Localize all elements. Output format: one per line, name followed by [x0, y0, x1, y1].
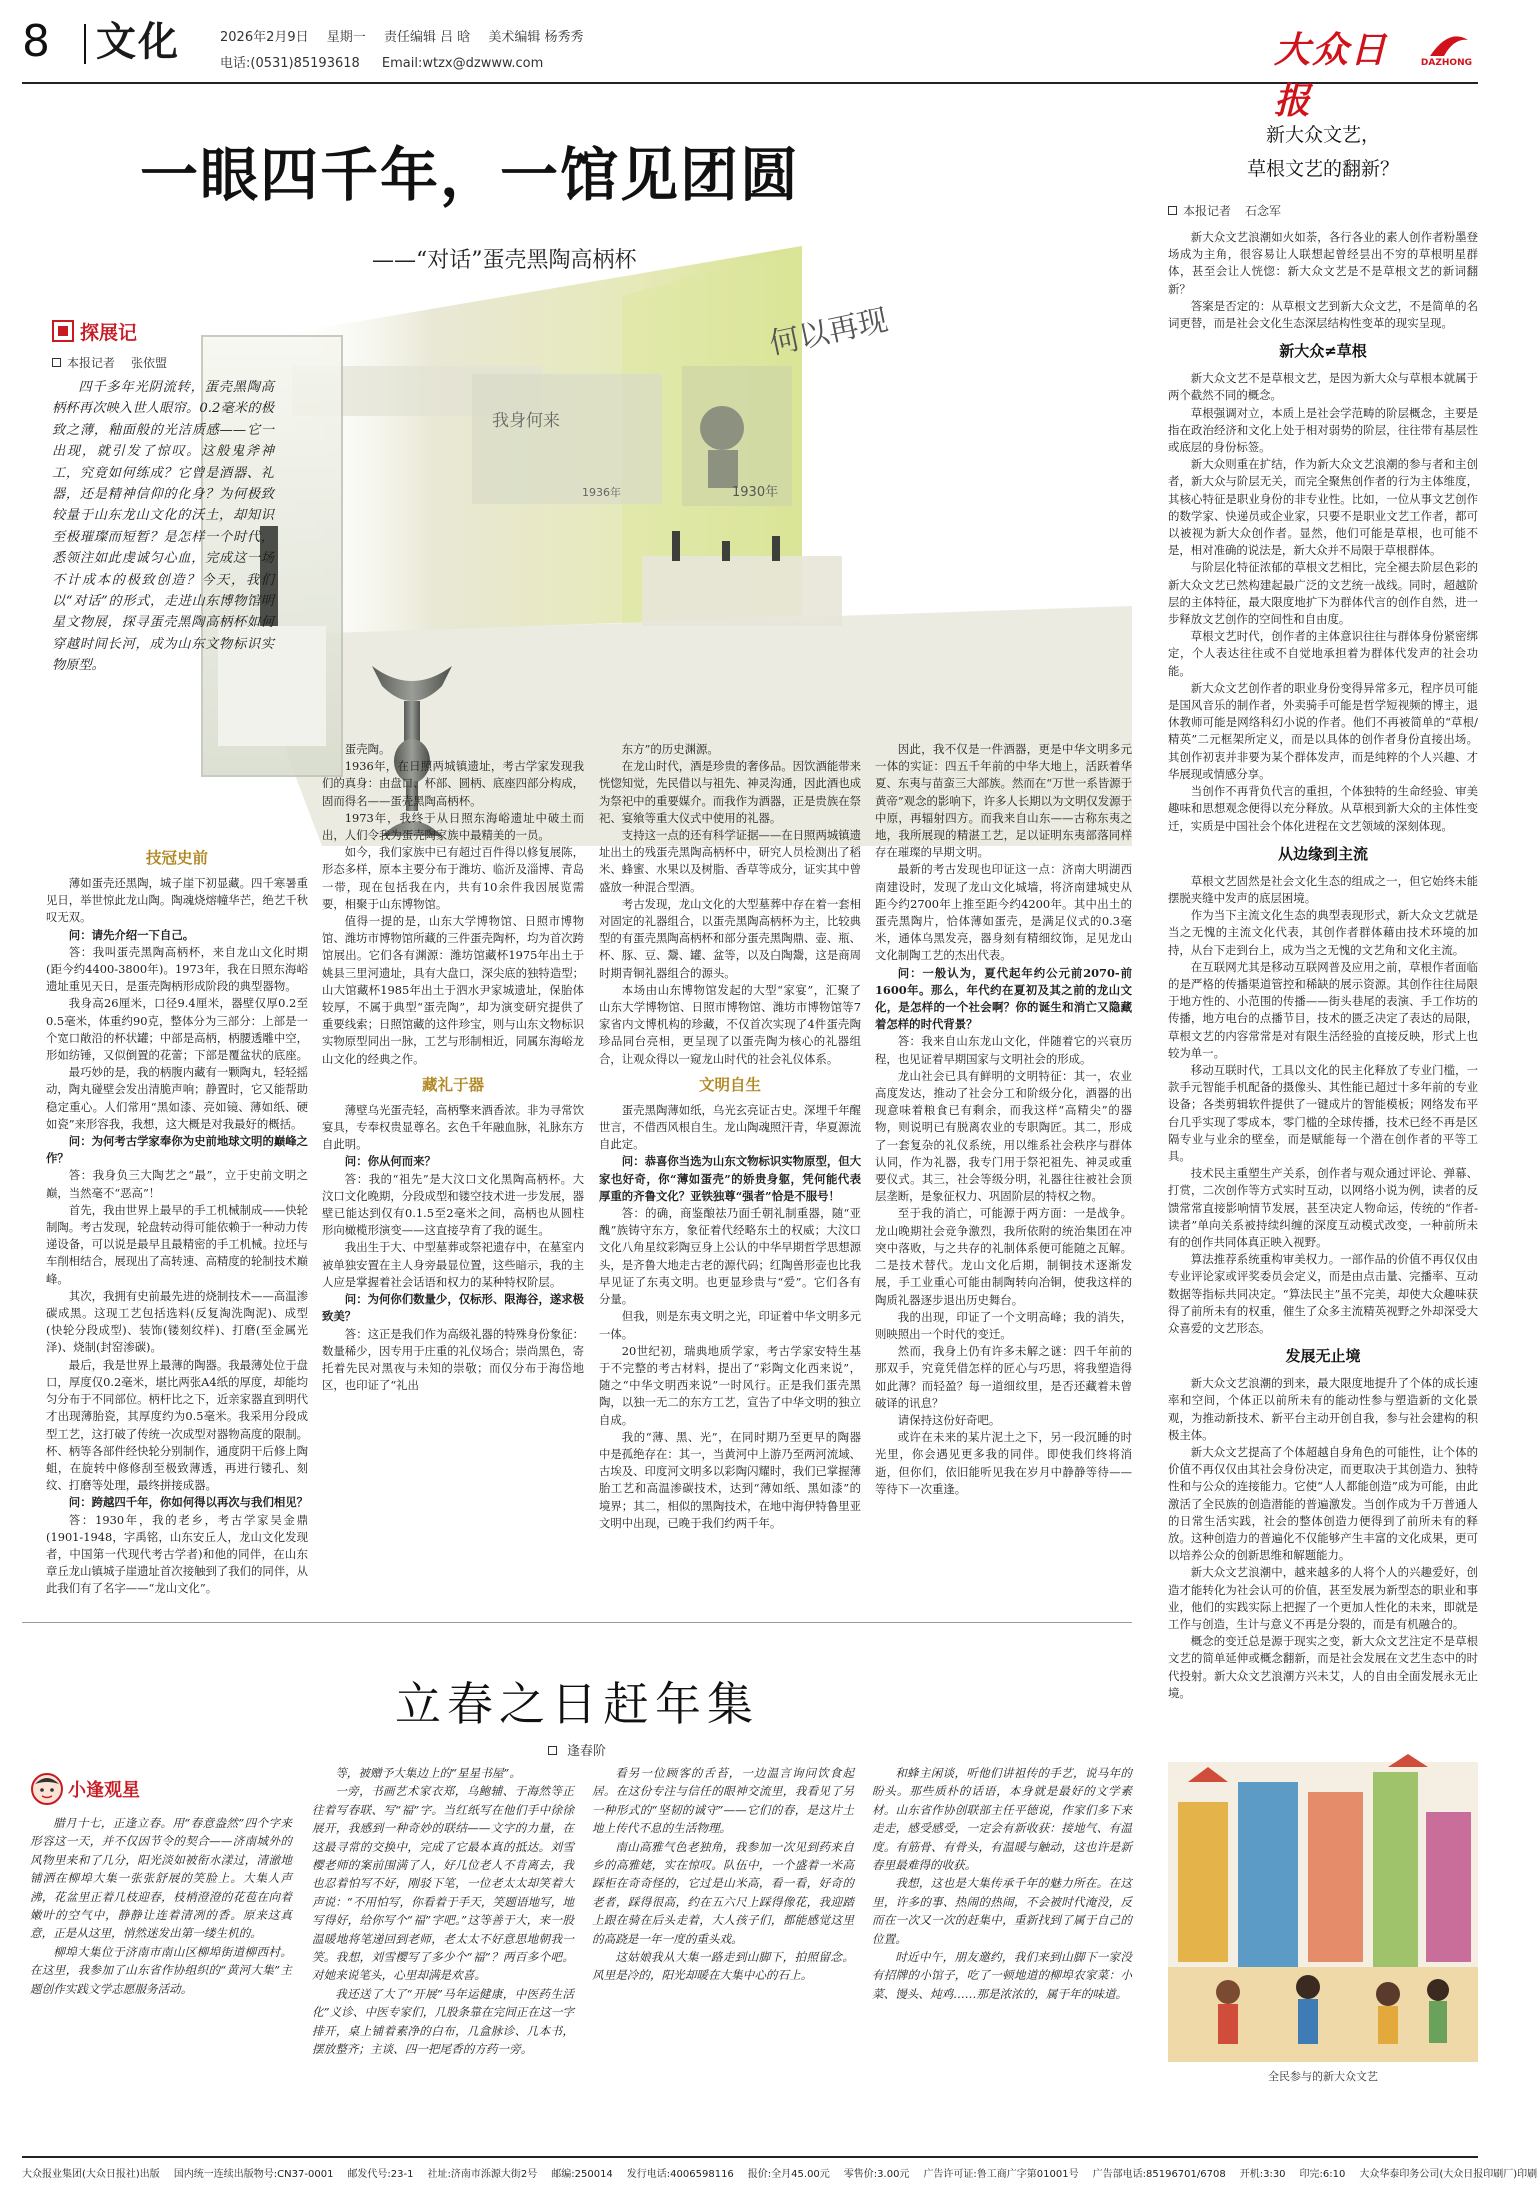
- column-1-body: [46, 875, 308, 1598]
- contact-email: Email:wtzx@dzwww.com: [381, 56, 544, 71]
- article-subhead: ——“对话”蛋壳黑陶高柄杯: [372, 248, 637, 273]
- second-article: [22, 1622, 1132, 2084]
- issue-date: 2026年2月9日: [220, 30, 309, 45]
- article-paragraph: 1936年，在日照两城镇遗址，考古学家发现我们的真身：由盘口、杯部、圆柄、底座四部分构成，固而得名——蛋壳黑陶高柄杯。: [322, 759, 584, 808]
- right-article-paragraph: 草根文艺固然是社会文化生态的组成之一，但它始终未能摆脱夹缝中发声的底层困境。: [1168, 873, 1478, 905]
- article-paragraph: 最后，我是世界上最薄的陶器。我最薄处位于盘口，厚度仅0.2毫米，堪比两张A4纸的厚度，却能均匀分布于不同部位。柄杆比之下，近亲家器直到明代才出现薄胎瓷，其厚度约为0.5毫米。我采用分段成型工艺，这打破了传统一次成型对器物高度的限制。杯、柄等各部件经快轮分别制作，通度阴干后修上陶蛆，在旋转中修修刮至极致薄透，再进行镂孔、刻纹、打磨等处理，最终拼接成器。: [46, 1357, 309, 1493]
- second-article-paragraph: 时近中午，朋友邀约，我们来到山脚下一家没有招牌的小馆子，吃了一顿地道的柳埠农家菜：小菜、馒头、炖鸡……那是浓浓的，属于年的味道。: [872, 1950, 1132, 2001]
- right-article-paragraph: 当创作不再背负代言的重担，个体独特的生命经验、审美趣味和思想观念便得以充分释放。从草根到新大众的主体性变迁，实质是中国社会个体化进程在文艺领域的深刻体现。: [1168, 784, 1478, 833]
- column-3-body: [599, 741, 861, 1532]
- article-paragraph: 答：1930年，我的老乡，考古学家吴金鼎(1901-1948，字禹铭，山东安丘人，龙山文化发现者，中国第一代现代考古学者)和他的同伴，在山东章丘龙山镇城子崖遗址首次接触到了我们的同伴，从此我们有了名字——“龙山文化”。: [46, 1512, 308, 1596]
- right-article-paragraph: 移动互联时代，工具以文化的民主化释放了专业门槛，一款手元智能手机配备的摄像头、其性能已超过十多年前的专业设备；各类剪辑软件提供了一键成片的智能模板；网络发布平台几乎实现了零成本，零门槛的全球传播，技术已经不再是区隔专业与业余的壁垒，而是赋能每一个潜在创作者的平等工具。: [1168, 1062, 1478, 1163]
- article-column-3: [599, 741, 861, 1581]
- right-article-paragraph: 新大众文艺浪潮的到来，最大限度地提升了个体的成长速率和空间，个体正以前所未有的能动性参与塑造新的文化景观，为推动新技术、新平台主动开创自我，参与社会建构的积极主体。: [1168, 1376, 1478, 1442]
- main-article: [22, 96, 1132, 1596]
- exhibit-sign-text: 何以再现: [766, 302, 892, 362]
- right-article-body: [1168, 229, 1478, 1765]
- footer-item: 开机:3:30: [1239, 2169, 1286, 2180]
- right-byline-author: 石念军: [1245, 204, 1282, 218]
- article-column-4: [875, 741, 1132, 1581]
- second-article-column-2: [312, 1764, 574, 2082]
- right-article-paragraph: 概念的变迁总是源于现实之变，新大众文艺注定不是草根文艺的简单延伸或概念翻新，而是社会发展在文艺生态中的时代投射。新大众文艺浪潮方兴未艾，人的自由全面发展永无止境。: [1168, 1634, 1478, 1700]
- logo-text: 大众日报: [1274, 29, 1389, 122]
- article-paragraph: 薄壁乌光蛋壳轻，高柄擎来酒香浓。非为寻常饮宴具，专奉权贵显尊名。玄色千年融血脉，礼脉东方自此明。: [322, 1102, 585, 1152]
- right-article-paragraph: 新大众则重在扩结，作为新大众文艺浪潮的参与者和主创者，新大众与阶层无关，而完全聚焦创作者的行为主体维度，其核心特征是职业身份的非专业性。比如，一位从事文艺创作的数学家、快递员或企业家，只要不是职业文艺工作者，都可以被视为新大众创作者。显然，他们可能是草根，也可能不是，相对准确的说法是，新大众并不局限于草根群体。: [1168, 457, 1478, 558]
- second-article-paragraph: 我还送了大了“开展”马年运健康，中医药生活化”义诊、中医专家们，几股条靠在完间正在这一字排开，桌上铺着素净的白布，几盒脉诊、几本书，摆放整齐；主谈、四一把尾香的方药一旁。: [312, 1986, 574, 2057]
- second-article-paragraph: 南山高雅气色老独角，我参加一次见到药来自乡的高雅姥，实在惊叹。队伍中，一个盛着一米高踩柜在奇奇怪的，它过是山米高，看一看，好奇的老者，踩得很高，约在五六尺上踩得像花，我迎踏上跟在骑在后头走着，大人孩子们，都能感觉这里的高跷是一年一度的重头戏。: [592, 1839, 854, 1946]
- illustration-caption: 全民参与的新大众文艺: [1268, 2070, 1378, 2083]
- column-tag: [52, 318, 145, 344]
- second-article-paragraph: 和蜂主闲谈，听他们讲祖传的手艺，说马年的盼头。那些质朴的话语，本身就是最好的文学素材。山东省作协创联部主任平德说，作家们多下来走走，感受感受，一定会有新收获：接地气、有温度。有筋骨、有骨头，有温暖与触动，这也许是新春里最难得的收获。: [872, 1766, 1132, 1873]
- second-article-paragraph: 一旁，书画艺术家衣郑，乌鲍辅、于海然等正往着写春联、写“福”字。当红纸写在他们手中徐徐展开，我感到一种奇妙的联结——文字的力量，在这最寻常的交换中，完成了它最本真的抵达。刘雪樱老师的案前围满了人，好几位老人不肯离去，我也忍着怕写不好，刚驳下笔，一位老太太却笑着大声说：“不用怕写，你看着于手天，笑题语地写，地写得好，给你写个“福”字吧。”这等善于大，来一股温暖地将笔递回到老师，老太太不好意思地朝我一笑。我想，刘雪樱写了多少个“福”？两百多个吧。对她来说笔头，心里却满是欢喜。: [312, 1784, 574, 1983]
- article-paragraph: 考古发现，龙山文化的大型墓葬中存在着一套相对固定的礼器组合，以蛋壳黑陶高柄杯为主，比较典型的有蛋壳黑陶高柄杯和部分蛋壳黑陶鼎、壶、瓶、杯、豚、豆、鬶、罐、盆等，以及白陶鬶，这是商周时期青铜礼器组合的源头。: [599, 896, 862, 980]
- footer-item: 报价:全月45.00元: [747, 2169, 830, 2180]
- footer-item: 邮发代号:23-1: [347, 2169, 414, 2180]
- article-paragraph: 值得一提的是，山东大学博物馆、日照市博物馆、潍坊市博物馆所藏的三件蛋壳陶杯，均为首次跨馆展出。它们各有渊源：潍坊馆藏杯1975年出土于姚县三里河遗址，具有大盘口，深尖底的独特造型；山大馆藏杯1985年出土于泗水尹家城遗址，保胎体较厚，不属于典型“蛋壳陶”，却为演变研究提供了重要线索；日照馆藏的这件珍宝，则与山东文物标识实物原型同出一脉，工艺与形制相近，同属东海峪龙山文化的经典之作。: [322, 914, 584, 1066]
- article-paragraph: 答：我的“祖先”是大汶口文化黑陶高柄杯。大汶口文化晚期，分段成型和镂空技术进一步发展，器壁已能达到仅有0.1.5至2毫米之间，高柄也从圆柱形向橄榄形演变——这直接孕育了我的诞生。: [322, 1171, 584, 1238]
- footer-item: 社址:济南市泺源大街2号: [427, 2169, 538, 2180]
- article-paragraph: 我的出现，印证了一个文明高峰；我的消失，则映照出一个时代的变迁。: [875, 1309, 1132, 1341]
- art-editor: 美术编辑 杨秀秀: [488, 30, 584, 45]
- article-paragraph: 20世纪初，瑞典地质学家，考古学家安特生基于不完整的考古材料，提出了“彩陶文化西来说”，随之“中华文明西来说”一时风行。正是我们蛋壳黑陶，以独一无二的东方工艺，宣告了中华文明的独立自成。: [599, 1343, 861, 1427]
- article-paragraph: 薄如蛋壳还黑陶，城子崖下初显藏。四千寒暑重见日，举世惊此龙山陶。陶魂烧熔幢华芒，绝艺千秋叹无双。: [46, 876, 309, 925]
- logo-subtitle: DAZHONG: [1420, 58, 1472, 68]
- cartoon-portrait-icon: [30, 1772, 64, 1806]
- second-column-tag-label: 小逢观星: [68, 1780, 140, 1801]
- column-2-body: [322, 741, 584, 1394]
- article-paragraph: 我身高26厘米，口径9.4厘米，器壁仅厚0.2至0.5毫米，体重约90克，整体分为三部分：上部是一个宽口敞沿的杯状罐；中部是高柄，柄腰透雕中空，形如纺锤，又似倒置的花蕾；下部是覆盆状的底座。: [46, 996, 308, 1063]
- article-paragraph: 问：为何你们数量少，仅标形、限海谷，遂求极致美？: [322, 1292, 585, 1324]
- second-article-paragraph: 这姑娘我从大集一路走到山脚下，拍照留念。风里是冷的，阳光却暖在大集中心的石上。: [592, 1950, 854, 1983]
- second-article-paragraph: 柳埠大集位于济南市南山区柳埠街道柳西村。在这里，我参加了山东省作协组织的“黄河大集”主题创作实践文学志愿服务活动。: [30, 1944, 292, 1996]
- timeline-label-1936: 1936年: [582, 486, 621, 499]
- right-article-paragraph: 与阶层化特征浓郁的草根文艺相比，完全褪去阶层色彩的新大众文艺已然构建起最广泛的文艺统一战线。同时，超越阶层的主体特征，最大限度地扩下为群体代言的创作自然，进一步释放文艺创作的空间性和自由度。: [1168, 560, 1478, 627]
- contact-phone: 电话:(0531)85193618: [220, 56, 360, 71]
- article-paragraph: 1973年，我终于从日照东海峪遗址中破土而出，人们令我为蛋壳陶家族中最精美的一员。: [322, 810, 584, 843]
- article-paragraph: 在龙山时代，酒是珍贵的奢侈品。因饮酒能带来恍惚知觉，先民借以与祖先、神灵沟通，因此酒也成为祭祀中的重要媒介。而我作为酒器，正是贵族在祭祀、宴飨等重大仪式中使用的礼器。: [599, 759, 862, 825]
- byline-label: 本报记者: [52, 354, 115, 371]
- article-paragraph: 最新的考古发现也印证这一点：济南大明湖西南建设时，发现了龙山文化城墙，将济南建城史从距今约2700年上推至距今约4200年。其中出土的蛋壳黑陶片，恰体薄如蛋壳，是满足仪式的0.3毫米，通体乌黑发亮，器身刻有精细纹饰，足见龙山文化制陶工艺的杰出代表。: [875, 862, 1132, 963]
- article-paragraph: 本场由山东博物馆发起的大型“家宴”，汇聚了山东大学博物馆、日照市博物馆、潍坊市博物馆等7家省内文博机构的珍藏，不仅首次实现了4件蛋壳陶珍品同台亮相，更呈现了以蛋壳陶为核心的礼器组合，让观众得以一窥龙山时代的社会礼仪体系。: [599, 982, 861, 1066]
- masthead: [22, 14, 1478, 122]
- contact-info: [220, 52, 561, 71]
- article-paragraph: 问：你从何而来？: [344, 1154, 436, 1169]
- right-section-heading: 从边缘到主流: [1277, 844, 1368, 863]
- footer-item: 发行电话:4006598116: [626, 2169, 734, 2180]
- section-name: 文化: [96, 19, 180, 65]
- right-article-byline: [1168, 202, 1478, 219]
- article-paragraph: 请保持这份好奇吧。: [897, 1412, 1001, 1427]
- article-paragraph: 问：一般认为，夏代起年约公元前2070-前1600年。那么，年代约在夏初及其之前的龙山文化，是怎样的一个社会啊？你的诞生和消亡又隐藏着怎样的时代背景？: [875, 965, 1132, 1032]
- newspaper-logo: [1274, 16, 1474, 122]
- exhibit-panel-text: 我身何来: [492, 411, 560, 431]
- right-article-paragraph: 答案是否定的：从草根文艺到新大众文艺，不是简单的名词更替，而是社会文化生态深层结构性变革的现实呈现。: [1168, 298, 1478, 331]
- second-article-paragraph: 我想，这也是大集传承千年的魅力所在。在这里，许多的事、热闹的热闹，不会被时代淹没，反而在一次又一次的赶集中，重新找到了属于自己的位置。: [872, 1876, 1132, 1946]
- second-article-byline: 逢春阶: [22, 1740, 1132, 1759]
- article-paragraph: 蛋壳黑陶薄如纸，乌光玄亮证古史。深埋千年醒世言，不借西风根自生。龙山陶魂照汗青，华夏源流自此定。: [599, 1102, 862, 1152]
- right-article-paragraph: 新大众文艺浪潮如火如荼，各行各业的素人创作者粉墨登场成为主角，很容易让人联想起曾经昙出不穷的草根明星群体，甚至会让人恍惚：新大众文艺是不是草根文艺的新词翻新？: [1168, 230, 1478, 296]
- article-paragraph: 问：为何考古学家奉你为史前地球文明的巅峰之作？: [46, 1134, 309, 1166]
- article-paragraph: 至于我的消亡，可能源于两方面：一是战争。龙山晚期社会竞争激烈，我所依附的统治集团在冲突中落败，与之共存的礼制体系便可能随之瓦解。二是技术替代。龙山文化后期，制铜技术逐渐发展，手工业重心可能由制陶转向冶铜，使我这样的陶质礼器逐步退出历史舞台。: [875, 1206, 1132, 1307]
- article-intro: 四千多年光阴流转，蛋壳黑陶高柄杯再次映入世人眼帘。0.2毫米的极致之薄，釉面般的光洁质感——它一出现，就引发了惊叹。这般鬼斧神工，究竟如何练成？它曾是酒器、礼器，还是精神信仰的化身？为何极致较量于山东龙山文化的沃土，却知识至极璀璨而短暂？是怎样一个时代，悉领注如此虔诚匀心血，完成这一场不计成本的极致创造？今天，我们以“对话”的形式，走进山东博物馆明星文物展，探寻蛋壳黑陶高柄杯如何穿越时间长河，成为山东文物标识实物原型。: [52, 380, 274, 674]
- article-paragraph: 问：恭喜你当选为山东文物标识实物原型，但大家也好奇，你“薄如蛋壳”的娇贵身躯，凭何能代表厚重的齐鲁文化？亚铁独尊“强者”恰是不服号！: [599, 1154, 862, 1203]
- right-article-paragraph: 草根强调对立，本质上是社会学范畴的阶层概念，主要是指在政治经济和文化上处于相对弱势的阶层，往往带有基层性或底层的身份标签。: [1168, 405, 1478, 455]
- article-divider: [22, 1622, 1132, 1623]
- article-paragraph: 我出生于大、中型墓葬或祭祀遗存中，在墓室内被单独安置在主人身旁最显位置，这些暗示，我的主人应是掌握着社会话语和权力的某种特权阶层。: [322, 1240, 585, 1289]
- article-headline: 一眼四千年，一馆见团圆: [140, 141, 801, 209]
- right-article-paragraph: 草根文艺时代，创作者的主体意识往往与群体身份紧密绑定，个人表达往往或不自觉地承担着为群体代发声的社会功能。: [1168, 629, 1478, 678]
- right-article: [1168, 96, 1478, 2083]
- issue-weekday: 星期一: [326, 30, 366, 45]
- article-paragraph: 最巧妙的是，我的柄腹内藏有一颗陶丸，轻轻摇动，陶丸碰壁会发出清脆声响；静置时，它又能帮助稳定重心。人们常用“黑如漆、亮如镜、薄如纸、硬如瓷”来形容我，我想，这大概是对我最好的概括。: [46, 1065, 309, 1131]
- footer-item: 广告部电话:85196701/6708: [1092, 2169, 1226, 2180]
- right-section-heading: 发展无止境: [1285, 1347, 1361, 1366]
- tag-mark-icon: [52, 320, 74, 342]
- right-title-line-1: 新大众文艺，: [1265, 124, 1380, 146]
- section-subtitle: 藏礼于器: [421, 1075, 484, 1094]
- article-byline: [52, 354, 274, 371]
- right-byline-label: 本报记者: [1168, 202, 1231, 219]
- second-article-paragraph: 腊月十七，正逢立春。用“春意盎然”四个字来形容这一天，并不仅因节令的契合——济南城外的风物里来和了几分，阳光淡如被衔水漾过，清澈地铺洒在柳埠大集一张张舒展的笑脸上。大集人声沸，花盆里正着几枝迎春，枝梢澄澄的花苞在向着嫩叶的空气中，静静让连着清冽的香。原来这真意，正是从这里，悄然迷发出第一缕生机的。: [30, 1816, 292, 1941]
- byline-square-icon: [1168, 206, 1177, 215]
- folk-art-illustration: [1168, 1762, 1478, 2062]
- article-paragraph: 问：跨越四千年，你如何得以再次与我们相见？: [68, 1495, 309, 1510]
- right-article-paragraph: 技术民主重塑生产关系，创作者与观众通过评论、弹幕、打赏，二次创作等方式实时互动，以网络小说为例，读者的反馈常常直接影响情节发展，甚至决定人物命运，传统的“作者-读者”单向关系被持续纠缠的深度互动模式改变，一种前所未有的创作共同体真正映入视野。: [1168, 1166, 1478, 1249]
- article-paragraph: 支持这一点的还有科学证据——在日照两城镇遗址出土的残蛋壳黑陶高柄杯中，研究人员检测出了稻米、蜂蜜、水果以及树脂、香草等成分，证实其中曾盛放一种混合型酒。: [599, 828, 862, 894]
- article-paragraph: 如今，我们家族中已有超过百件得以修复展陈，形态多样，原本主要分布于潍坊、临沂及淄博、青岛一带，现在包括我在内，共有10余件我因展览需要，相聚于山东博物馆。: [322, 845, 585, 911]
- article-paragraph: 蛋壳陶。: [344, 742, 391, 756]
- second-column-tag: [30, 1772, 140, 1806]
- second-article-column-4: [872, 1764, 1132, 2082]
- right-section-heading: 新大众≠草根: [1279, 342, 1367, 361]
- article-paragraph: 答：的确，商鉴酿祛乃面壬朝礼制重器，随“亚醜”族铸守东方，象征着代经略东土的权威；大汶口文化八角星纹彩陶豆身上公认的中华早期哲学思想源头，是齐鲁大地走古老的源代码；红陶兽形壶也比我早见证了东夷文明。也更显珍贵与“爱”。它们各有分量。: [599, 1206, 861, 1307]
- footer-item: 邮编:250014: [551, 2169, 613, 2180]
- footer-item: 广告许可证:鲁工商广字第01001号: [923, 2169, 1079, 2180]
- header-divider: [84, 24, 86, 64]
- timeline-label-1930: 1930年: [732, 485, 779, 500]
- right-article-paragraph: 新大众文艺提高了个体超越自身角色的可能性，让个体的价值不再仅仅由其社会身份决定，而更取决于其创造力、独特性和与公众的连接能力。它使“人人都能创造”成为可能，由此激活了全民族的创造潜能的普遍激发。当创作成为千万普通人的日常生活实践，社会的整体创造力便得到了前所未有的释放。这种创造力的普遍化不仅能够产生丰富的文化成果，更可以培养公众的创新思维和解题能力。: [1168, 1445, 1478, 1563]
- footer-item: 印完:6:10: [1299, 2169, 1346, 2180]
- right-article-paragraph: 在互联网尤其是移动互联网普及应用之前，草根作者面临的是严格的传播渠道管控和稀缺的展示资源。其创作往往局限于地方性的、小范围的传播——街头巷尾的表演、手工作坊的传播，地方电台的点播节目，技术的匮乏决定了表达的局限，草根文艺的内容常常是对有限生活经验的直接反映，形式上也较为单一。: [1168, 959, 1478, 1060]
- issue-info: [220, 26, 597, 45]
- second-article-paragraph: 等，被赠予大集边上的“星星书屋”。: [335, 1766, 521, 1780]
- second-article-column-3: [592, 1764, 854, 2082]
- byline-author: 张依盟: [131, 356, 168, 370]
- footer-item: 国内统一连续出版物号:CN37-0001: [173, 2169, 334, 2180]
- article-paragraph: 然而，我身上仍有许多未解之谜：四千年前的那双手，究竟凭借怎样的匠心与巧思，将我塑造得如此薄？而轻盈？每一道细纹里，是否还藏着未曾破译的讯息？: [875, 1344, 1132, 1410]
- article-paragraph: 我的“薄、黑、光”，在同时期乃至更早的陶器中是孤绝存在：其一，当黄河中上游乃至两河流域、古埃及、印度河文明多以彩陶闪耀时，我们已掌握薄胎工艺和高温渗碳技术，达到“薄如纸、黑如漆”的境界；其二，相似的黑陶技术，在地中海伊特鲁里亚文明中出现，已晚于我们约两千年。: [599, 1429, 861, 1530]
- publication-footer: [22, 2156, 1537, 2180]
- right-article-paragraph: 作为当下主流文化生态的典型表现形式，新大众文艺就是当之无愧的主流文化代表，其创作者群体藉由技术环境的加持，从台下走到台上，成为当之无愧的文艺角和文化主流。: [1168, 908, 1478, 957]
- article-paragraph: 答：我身负三大陶艺之“最”，立于史前文明之巅，当然毫不“恶高”！: [46, 1168, 308, 1200]
- article-paragraph: 东方”的历史渊源。: [621, 742, 719, 756]
- responsible-editor: 责任编辑 吕 晗: [383, 30, 471, 45]
- article-paragraph: 或许在未来的某片泥土之下，另一段沉睡的时光里，你会遇见更多我的同伴。即使我们终将消逝，但你们，依旧能听见我在岁月中静静等待——等待下一次重逢。: [875, 1430, 1132, 1496]
- footer-item: 大众华泰印务公司(大众日报印刷厂)印刷: [1359, 2169, 1537, 2180]
- footer-item: 零售价:3.00元: [843, 2169, 910, 2180]
- article-paragraph: 答：我来自山东龙山文化，伴随着它的兴衰历程，也见证着早期国家与文明社会的形成。: [875, 1034, 1132, 1066]
- right-article-paragraph: 算法推荐系统重构审美权力。一部作品的价值不再仅仅由专业评论家或评奖委员会定义，而是由点击量、完播率、互动数据等指标共同决定。“算法民主”虽不完美，却使大众趣味获得了前所未有的权重，催生了众多主流精英视野之外却深受大众喜爱的文艺形态。: [1168, 1252, 1478, 1335]
- article-paragraph: 首先，我由世界上最早的手工机械制成——快轮制陶。考古发现，轮盘转动得可能依赖于一种动力传递设备，可以说是最早且最精密的手工机械。拉坯与车削相结合，展现出了高转速、高精度的轮制技术巅峰。: [46, 1202, 309, 1286]
- page-number: 8: [22, 16, 50, 67]
- column-tag-label: 探展记: [80, 321, 138, 344]
- article-paragraph: 问：请先介绍一下自己。: [68, 927, 195, 942]
- right-title-line-2: 草根文艺的翻新？: [1246, 158, 1399, 180]
- article-paragraph: 答：这正是我们作为高级礼器的特殊身份象征：数量稀少，因专用于庄重的礼仪场合；崇尚黑色，寄托着先民对黑夜与未知的崇敬；而仅分布于海岱地区，也印证了“礼出: [322, 1326, 585, 1393]
- second-article-column-1: [30, 1814, 292, 2082]
- article-paragraph: 因此，我不仅是一件酒器，更是中华文明多元一体的实证：四五千年前的中华大地上，活跃着华夏、东夷与苗蛮三大部族。然而在“万世一系皆源于黄帝”观念的影响下，许多人长期以为文明仅发源于中原，再辐射四方。而我来自山东——古称东夷之地，我所展现的精湛工艺，足以证明东夷部落同样存在璀璨的早期文明。: [875, 742, 1132, 860]
- second-article-title: 立春之日赶年集: [395, 1677, 759, 1731]
- intro-box: [52, 318, 274, 704]
- byline-square-icon: [52, 358, 61, 367]
- article-paragraph: 但我，则是东夷文明之光，印证着中华文明多元一体。: [599, 1309, 862, 1341]
- section-subtitle: 文明自生: [698, 1075, 761, 1094]
- right-article-paragraph: 新大众文艺创作者的职业身份变得异常多元，程序员可能是国风音乐的制作者，外卖骑手可能是哲学短视频的博主，退休教师可能是网络科幻小说的作者。他们不再被简单的“草根/精英”二元框架所定义，而是以具体的创作者身份直接出场。其创作初衷并非要为某个群体发声，而是纯粹的个人兴趣、才华展现或情感分享。: [1168, 680, 1478, 781]
- article-column-1: [46, 841, 308, 1681]
- column-4-body: [875, 741, 1132, 1498]
- footer-item: 大众报业集团(大众日报社)出版: [22, 2169, 160, 2180]
- right-article-paragraph: 新大众文艺浪潮中，越来越多的人将个人的兴趣爱好，创造才能转化为社会认可的价值，甚至发展为新型态的职业和事业，他们的实践实际上把握了一个更加人性化的未来，即就是工作与创造，生计与意义不再是分裂的，而是有机融合的。: [1168, 1565, 1478, 1632]
- section-subtitle-1: 技冠史前: [145, 849, 208, 867]
- article-paragraph: 其次，我拥有史前最先进的烧制技术——高温渗碳成黑。这现工艺包括选料(反复淘洗陶泥)、成型(快轮分段成型)、装饰(镂刻纹样)、打磨(至金属光泽)、烧制(封窑渗碳)。: [46, 1288, 309, 1355]
- article-paragraph: 龙山社会已具有鲜明的文明特征：其一，农业高度发达，推动了社会分工和阶级分化，酒器的出现意味着粮食已有剩余，而我这样“高精尖”的器物，则说明已有脱离农业的专职陶匠。其二，形成了一套复杂的礼仪系统，用以维系社会秩序与群体认同，作为礼器，我专门用于祭祀祖先、神灵或重要仪式。其三，社会等级分明，礼器往往被社会顶层垄断，是象征权力、巩固阶层的特权之物。: [875, 1068, 1132, 1204]
- article-paragraph: 答：我叫蛋壳黑陶高柄杯，来自龙山文化时期(距今约4400-3800年)。1973年，我在日照东海峪遗址重见天日，是蛋壳陶柄形成阶段的典型器物。: [46, 944, 308, 994]
- byline-square-icon: [548, 1746, 557, 1755]
- right-article-title: [1168, 118, 1478, 186]
- article-column-2: [322, 741, 584, 1581]
- right-article-paragraph: 新大众文艺不是草根文艺，是因为新大众与草根本就属于两个截然不同的概念。: [1168, 371, 1478, 403]
- second-article-paragraph: 看另一位顾客的舌苔，一边温言询问饮食起居。在这份专注与信任的眼神交流里，我看见了另一种形式的“坚韧的诚守”——它们的春，是这片土地上传代不息的生活物理。: [592, 1766, 854, 1836]
